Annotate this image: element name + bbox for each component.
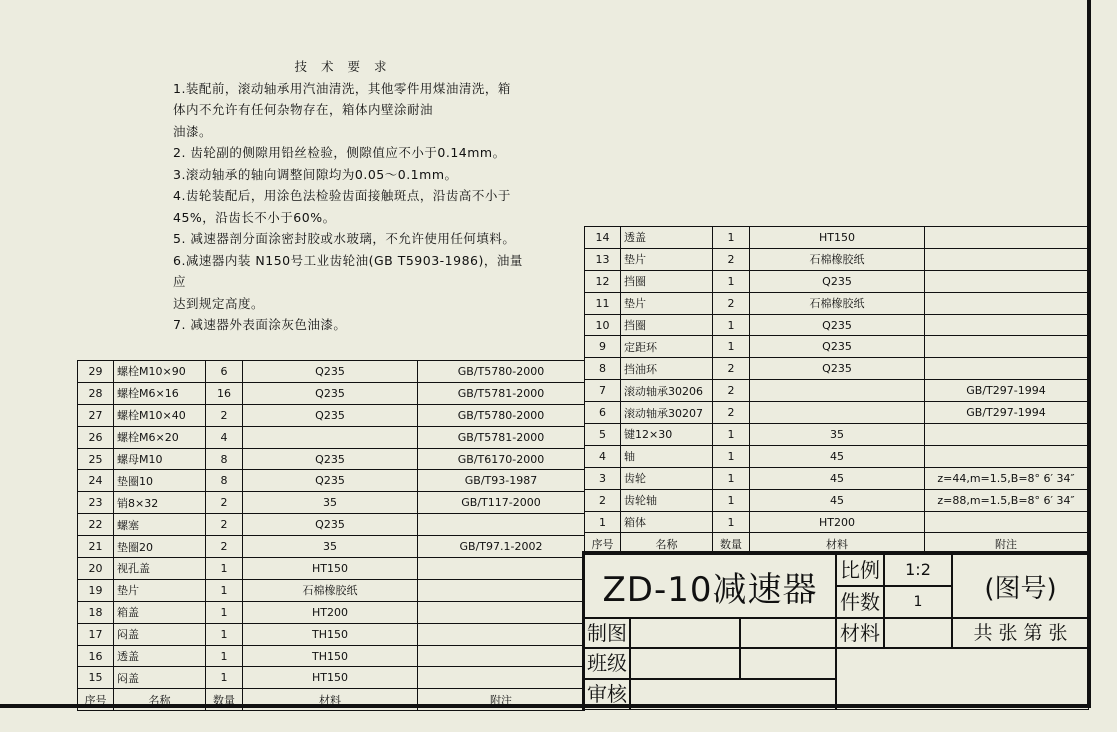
quantity: 2 xyxy=(713,248,750,270)
remark xyxy=(925,424,1088,446)
remark: GB/T5780-2000 xyxy=(418,404,585,426)
item-no: 17 xyxy=(78,623,114,645)
quantity: 2 xyxy=(713,380,750,402)
item-no: 6 xyxy=(585,402,621,424)
remark: GB/T297-1994 xyxy=(925,402,1088,424)
part-name: 挡圈 xyxy=(621,314,713,336)
review-label: 审核 xyxy=(584,679,630,710)
item-no: 26 xyxy=(78,426,114,448)
item-no: 28 xyxy=(78,382,114,404)
requirement-line: 达到规定高度。 xyxy=(173,295,265,311)
table-row xyxy=(585,445,1088,467)
item-no: 13 xyxy=(585,248,621,270)
requirement-line: 45%，沿齿长不小于60%。 xyxy=(173,209,336,225)
material: 45 xyxy=(750,445,925,467)
remark: GB/T5781-2000 xyxy=(418,426,585,448)
column-header: 附注 xyxy=(925,533,1088,555)
table-row xyxy=(585,336,1088,358)
table-row xyxy=(78,601,585,623)
class-label: 班级 xyxy=(584,648,630,679)
item-no: 2 xyxy=(585,489,621,511)
material: HT150 xyxy=(243,558,418,580)
column-header: 材料 xyxy=(750,533,925,555)
scale-label: 比例 xyxy=(836,554,884,586)
remark xyxy=(925,445,1088,467)
material: Q235 xyxy=(750,336,925,358)
material: Q235 xyxy=(750,358,925,380)
qty-value: 1 xyxy=(884,586,952,618)
table-row xyxy=(585,270,1088,292)
material: 45 xyxy=(750,489,925,511)
part-name: 透盖 xyxy=(621,227,713,249)
part-name: 螺栓M6×16 xyxy=(114,382,206,404)
material: Q235 xyxy=(243,448,418,470)
quantity: 2 xyxy=(713,292,750,314)
remark: GB/T97.1-2002 xyxy=(418,536,585,558)
material: 石棉橡胶纸 xyxy=(243,579,418,601)
material: 35 xyxy=(243,536,418,558)
column-header: 名称 xyxy=(621,533,713,555)
quantity: 2 xyxy=(206,492,243,514)
material: TH150 xyxy=(243,623,418,645)
table-row xyxy=(78,536,585,558)
quantity: 2 xyxy=(206,514,243,536)
part-name: 闷盖 xyxy=(114,667,206,689)
part-name: 垫片 xyxy=(114,579,206,601)
material: HT200 xyxy=(750,511,925,533)
item-no: 11 xyxy=(585,292,621,314)
item-no: 23 xyxy=(78,492,114,514)
remark: z=44,m=1.5,B=8° 6′ 34″ xyxy=(925,467,1088,489)
part-name: 齿轮轴 xyxy=(621,489,713,511)
item-no: 4 xyxy=(585,445,621,467)
requirement-line: 2. 齿轮副的侧隙用铅丝检验，侧隙值应不小于0.14mm。 xyxy=(173,145,506,160)
item-no: 10 xyxy=(585,314,621,336)
table-row xyxy=(78,514,585,536)
item-no: 14 xyxy=(585,227,621,249)
material xyxy=(243,426,418,448)
remark: GB/T6170-2000 xyxy=(418,448,585,470)
item-no: 29 xyxy=(78,361,114,383)
material: Q235 xyxy=(243,514,418,536)
technical-requirements xyxy=(173,56,533,336)
remark xyxy=(418,601,585,623)
material: 石棉橡胶纸 xyxy=(750,292,925,314)
part-name: 螺母M10 xyxy=(114,448,206,470)
quantity: 8 xyxy=(206,470,243,492)
table-row xyxy=(585,467,1088,489)
part-name: 键12×30 xyxy=(621,424,713,446)
part-name: 垫圈10 xyxy=(114,470,206,492)
table-row xyxy=(78,426,585,448)
material xyxy=(750,380,925,402)
material: 35 xyxy=(243,492,418,514)
drawn-name-cell xyxy=(630,618,740,648)
part-name: 垫片 xyxy=(621,292,713,314)
quantity: 8 xyxy=(206,448,243,470)
table-header-row xyxy=(78,689,585,711)
part-name: 闷盖 xyxy=(114,623,206,645)
sheet-info: 共 张 第 张 xyxy=(952,618,1089,648)
part-name: 垫圈20 xyxy=(114,536,206,558)
part-name: 螺栓M10×40 xyxy=(114,404,206,426)
item-no: 12 xyxy=(585,270,621,292)
remark: GB/T117-2000 xyxy=(418,492,585,514)
quantity: 16 xyxy=(206,382,243,404)
quantity: 1 xyxy=(206,645,243,667)
remark xyxy=(925,511,1088,533)
drawing-number: (图号) xyxy=(952,554,1089,618)
quantity: 2 xyxy=(713,402,750,424)
item-no: 25 xyxy=(78,448,114,470)
quantity: 2 xyxy=(713,358,750,380)
item-no: 9 xyxy=(585,336,621,358)
part-name: 箱盖 xyxy=(114,601,206,623)
material-cell xyxy=(884,618,952,648)
remark xyxy=(418,667,585,689)
table-row xyxy=(585,424,1088,446)
item-no: 24 xyxy=(78,470,114,492)
part-name: 透盖 xyxy=(114,645,206,667)
class-date-cell xyxy=(740,648,836,679)
table-row xyxy=(78,470,585,492)
material: Q235 xyxy=(243,404,418,426)
item-no: 27 xyxy=(78,404,114,426)
table-row xyxy=(585,489,1088,511)
quantity: 2 xyxy=(206,404,243,426)
quantity: 1 xyxy=(713,489,750,511)
table-row xyxy=(585,248,1088,270)
table-row xyxy=(585,292,1088,314)
part-name: 挡油环 xyxy=(621,358,713,380)
table-row xyxy=(78,492,585,514)
part-name: 滚动轴承30206 xyxy=(621,380,713,402)
remark: GB/T5780-2000 xyxy=(418,361,585,383)
part-name: 定距环 xyxy=(621,336,713,358)
quantity: 1 xyxy=(713,424,750,446)
item-no: 16 xyxy=(78,645,114,667)
quantity: 1 xyxy=(713,445,750,467)
quantity: 1 xyxy=(713,511,750,533)
remark: GB/T297-1994 xyxy=(925,380,1088,402)
requirement-line: 4.齿轮装配后，用涂色法检验齿面接触斑点，沿齿高不小于 xyxy=(173,188,511,203)
remark: z=88,m=1.5,B=8° 6′ 34″ xyxy=(925,489,1088,511)
remark xyxy=(925,292,1088,314)
table-row xyxy=(78,645,585,667)
part-name: 视孔盖 xyxy=(114,558,206,580)
material: TH150 xyxy=(243,645,418,667)
requirement-line: 3.滚动轴承的轴向调整间隙均为0.05～0.1mm。 xyxy=(173,166,458,182)
material: Q235 xyxy=(750,314,925,336)
table-row xyxy=(78,579,585,601)
material: HT150 xyxy=(750,227,925,249)
part-name: 挡圈 xyxy=(621,270,713,292)
table-row xyxy=(585,314,1088,336)
material: Q235 xyxy=(243,382,418,404)
material-label: 材料 xyxy=(836,618,884,648)
part-name: 螺栓M10×90 xyxy=(114,361,206,383)
column-header: 材料 xyxy=(243,689,418,711)
remark xyxy=(925,248,1088,270)
table-row xyxy=(78,404,585,426)
drawn-label: 制图 xyxy=(584,618,630,648)
quantity: 1 xyxy=(713,270,750,292)
parts-list-left xyxy=(77,360,585,711)
part-name: 垫片 xyxy=(621,248,713,270)
quantity: 1 xyxy=(206,667,243,689)
remark xyxy=(925,227,1088,249)
remark xyxy=(418,579,585,601)
material: 35 xyxy=(750,424,925,446)
item-no: 3 xyxy=(585,467,621,489)
remark xyxy=(925,270,1088,292)
scale-value: 1:2 xyxy=(884,554,952,586)
material: Q235 xyxy=(750,270,925,292)
drawing-name: ZD-10减速器 xyxy=(584,554,836,618)
material xyxy=(750,402,925,424)
item-no: 1 xyxy=(585,511,621,533)
drawn-date-cell xyxy=(740,618,836,648)
quantity: 2 xyxy=(206,536,243,558)
material: 45 xyxy=(750,467,925,489)
parts-list-right xyxy=(584,226,1088,555)
requirement-line: 6.减速器内装 N150号工业齿轮油(GB T5903-1986)，油量应 xyxy=(173,252,523,289)
part-name: 箱体 xyxy=(621,511,713,533)
remark: GB/T93-1987 xyxy=(418,470,585,492)
remark xyxy=(925,314,1088,336)
remark xyxy=(418,623,585,645)
item-no: 8 xyxy=(585,358,621,380)
part-name: 轴 xyxy=(621,445,713,467)
requirement-line: 体内不允许有任何杂物存在，箱体内壁涂耐油 xyxy=(173,102,434,117)
item-no: 5 xyxy=(585,424,621,446)
review-cell xyxy=(630,679,836,710)
item-no: 7 xyxy=(585,380,621,402)
column-header: 附注 xyxy=(418,689,585,711)
material: Q235 xyxy=(243,361,418,383)
requirements-title: 技 术 要 求 xyxy=(294,59,392,74)
quantity: 1 xyxy=(206,623,243,645)
quantity: 1 xyxy=(713,336,750,358)
table-row xyxy=(78,448,585,470)
requirement-line: 7. 减速器外表面涂灰色油漆。 xyxy=(173,317,347,332)
item-no: 21 xyxy=(78,536,114,558)
table-row xyxy=(585,380,1088,402)
part-name: 滚动轴承30207 xyxy=(621,402,713,424)
remark xyxy=(418,558,585,580)
table-row xyxy=(78,382,585,404)
material: HT150 xyxy=(243,667,418,689)
remark xyxy=(418,514,585,536)
material: Q235 xyxy=(243,470,418,492)
table-row xyxy=(78,623,585,645)
item-no: 15 xyxy=(78,667,114,689)
remark xyxy=(925,336,1088,358)
table-row xyxy=(585,402,1088,424)
material: HT200 xyxy=(243,601,418,623)
table-row xyxy=(585,511,1088,533)
quantity: 4 xyxy=(206,426,243,448)
material: 石棉橡胶纸 xyxy=(750,248,925,270)
quantity: 1 xyxy=(206,579,243,601)
column-header: 序号 xyxy=(585,533,621,555)
table-row xyxy=(585,358,1088,380)
column-header: 数量 xyxy=(206,689,243,711)
table-row xyxy=(585,227,1088,249)
requirement-line: 油漆。 xyxy=(173,123,213,139)
table-row xyxy=(78,361,585,383)
quantity: 1 xyxy=(713,227,750,249)
school-cell xyxy=(836,648,1089,710)
part-name: 螺栓M6×20 xyxy=(114,426,206,448)
table-row xyxy=(78,667,585,689)
item-no: 22 xyxy=(78,514,114,536)
remark: GB/T5781-2000 xyxy=(418,382,585,404)
part-name: 螺塞 xyxy=(114,514,206,536)
part-name: 销8×32 xyxy=(114,492,206,514)
class-name-cell xyxy=(630,648,740,679)
item-no: 20 xyxy=(78,558,114,580)
remark xyxy=(418,645,585,667)
quantity: 1 xyxy=(206,601,243,623)
column-header: 序号 xyxy=(78,689,114,711)
quantity: 1 xyxy=(713,314,750,336)
quantity: 1 xyxy=(206,558,243,580)
requirement-line: 5. 减速器剖分面涂密封胶或水玻璃，不允许使用任何填料。 xyxy=(173,231,516,246)
part-name: 齿轮 xyxy=(621,467,713,489)
column-header: 名称 xyxy=(114,689,206,711)
qty-label: 件数 xyxy=(836,586,884,618)
item-no: 19 xyxy=(78,579,114,601)
remark xyxy=(925,358,1088,380)
quantity: 6 xyxy=(206,361,243,383)
item-no: 18 xyxy=(78,601,114,623)
title-block xyxy=(582,551,1089,710)
requirement-line: 1.装配前，滚动轴承用汽油清洗，其他零件用煤油清洗，箱 xyxy=(173,80,511,96)
quantity: 1 xyxy=(713,467,750,489)
table-row xyxy=(78,558,585,580)
column-header: 数量 xyxy=(713,533,750,555)
